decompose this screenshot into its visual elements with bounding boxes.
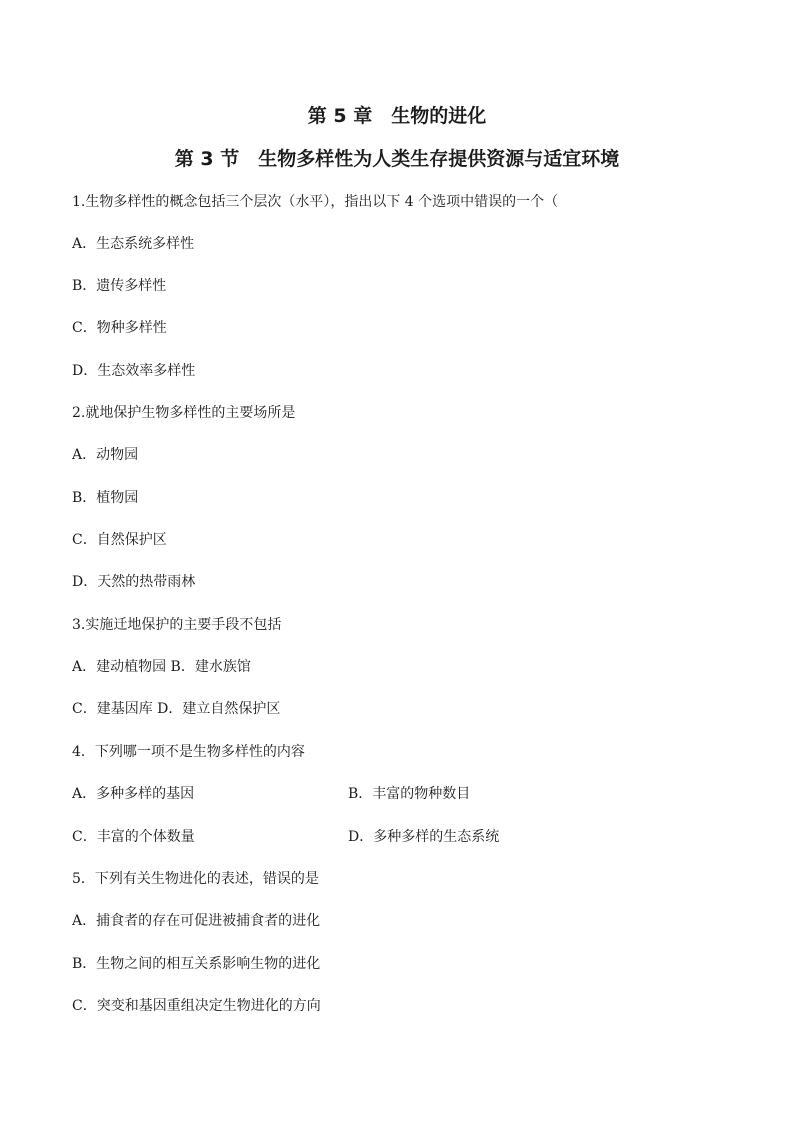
question-3-options-cd: C．建基因库 D．建立自然保护区 xyxy=(72,701,281,717)
question-4-option-d: D．多种多样的生态系统 xyxy=(348,829,500,845)
question-3-stem: 3.实施迁地保护的主要手段不包括 xyxy=(72,617,282,633)
question-2-option-d: D．天然的热带雨林 xyxy=(72,574,196,590)
question-1-stem: 1.生物多样性的概念包括三个层次（水平），指出以下 4 个选项中错误的一个（ xyxy=(72,194,559,210)
question-5-option-b: B．生物之间的相互关系影响生物的进化 xyxy=(72,956,321,972)
question-2-option-b: B．植物园 xyxy=(72,490,139,506)
section-title: 第 3 节 生物多样性为人类生存提供资源与适宜环境 xyxy=(174,148,620,170)
question-2-stem: 2.就地保护生物多样性的主要场所是 xyxy=(72,405,296,421)
question-4-option-c: C．丰富的个体数量 xyxy=(72,829,195,845)
question-5-option-c: C．突变和基因重组决定生物进化的方向 xyxy=(72,998,321,1014)
question-1-option-c: C．物种多样性 xyxy=(72,320,167,336)
question-1-option-a: A．生态系统多样性 xyxy=(72,236,195,252)
question-4-option-a: A．多种多样的基因 xyxy=(72,786,195,802)
question-1-option-d: D．生态效率多样性 xyxy=(72,363,196,379)
chapter-title: 第 5 章 生物的进化 xyxy=(307,105,487,127)
question-2-option-a: A．动物园 xyxy=(72,447,139,463)
question-2-option-c: C．自然保护区 xyxy=(72,532,167,548)
question-1-option-b: B．遗传多样性 xyxy=(72,278,167,294)
question-3-options-ab: A．建动植物园 B．建水族馆 xyxy=(72,659,251,675)
question-4-option-b: B．丰富的物种数目 xyxy=(348,786,471,802)
question-5-stem: 5．下列有关生物进化的表述，错误的是 xyxy=(72,871,319,887)
question-5-option-a: A．捕食者的存在可促进被捕食者的进化 xyxy=(72,913,321,929)
question-4-stem: 4．下列哪一项不是生物多样性的内容 xyxy=(72,744,305,760)
